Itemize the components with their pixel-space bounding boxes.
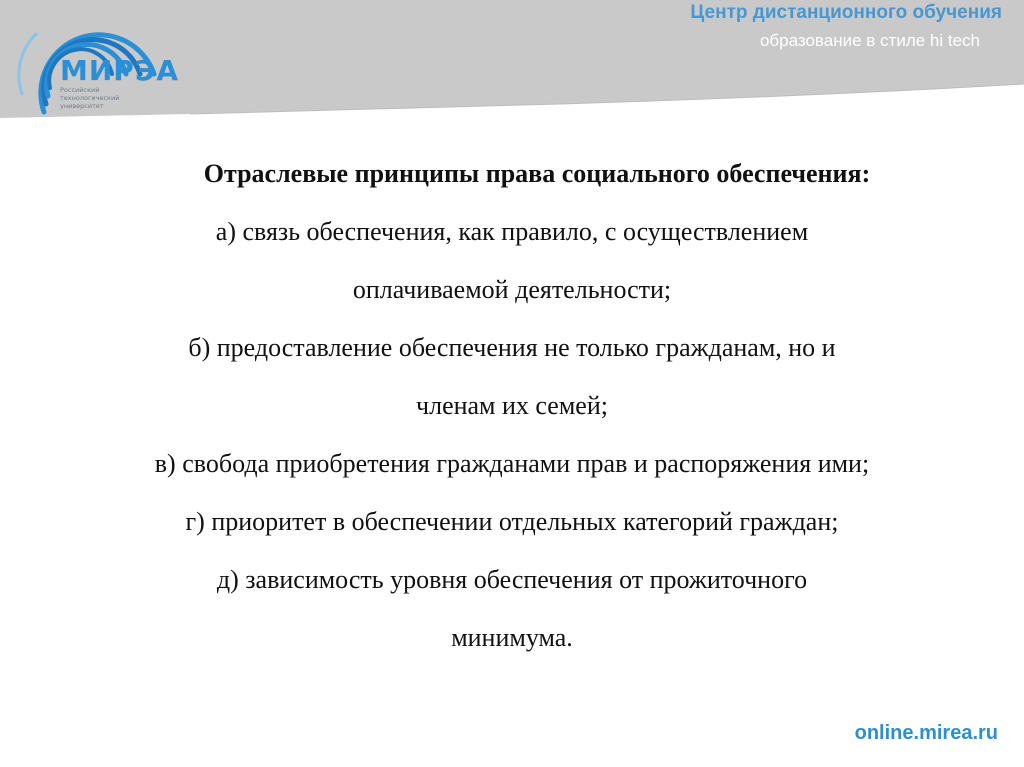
content-line: членам их семей; <box>416 391 608 420</box>
slide-content <box>40 145 984 667</box>
center-title: Центр дистанционного обучения <box>690 2 1002 23</box>
mirea-logo <box>4 4 204 124</box>
content-line: в) свобода приобретения гражданами прав и распоряжения ими; <box>154 449 870 478</box>
center-subtitle: образование в стиле hi tech <box>759 31 980 50</box>
content-line: г) приоритет в обеспечении отдельных категорий граждан; <box>185 507 839 536</box>
footer-url-link[interactable]: online.mirea.ru <box>854 722 998 744</box>
content-line: оплачиваемой деятельности; <box>352 275 672 304</box>
content-line: минимума. <box>451 623 573 652</box>
logo-subtitle: Российский технологический университет <box>60 86 120 110</box>
content-line: б) предоставление обеспечения не только гражданам, но и <box>188 333 836 362</box>
logo-wordmark: МИРЭА <box>60 54 180 87</box>
content-line: д) зависимость уровня обеспечения от прожиточного <box>216 565 808 594</box>
slide-heading: Отраслевые принципы права социального обеспечения: <box>203 159 871 188</box>
content-line: а) связь обеспечения, как правило, с осуществлением <box>215 217 809 246</box>
